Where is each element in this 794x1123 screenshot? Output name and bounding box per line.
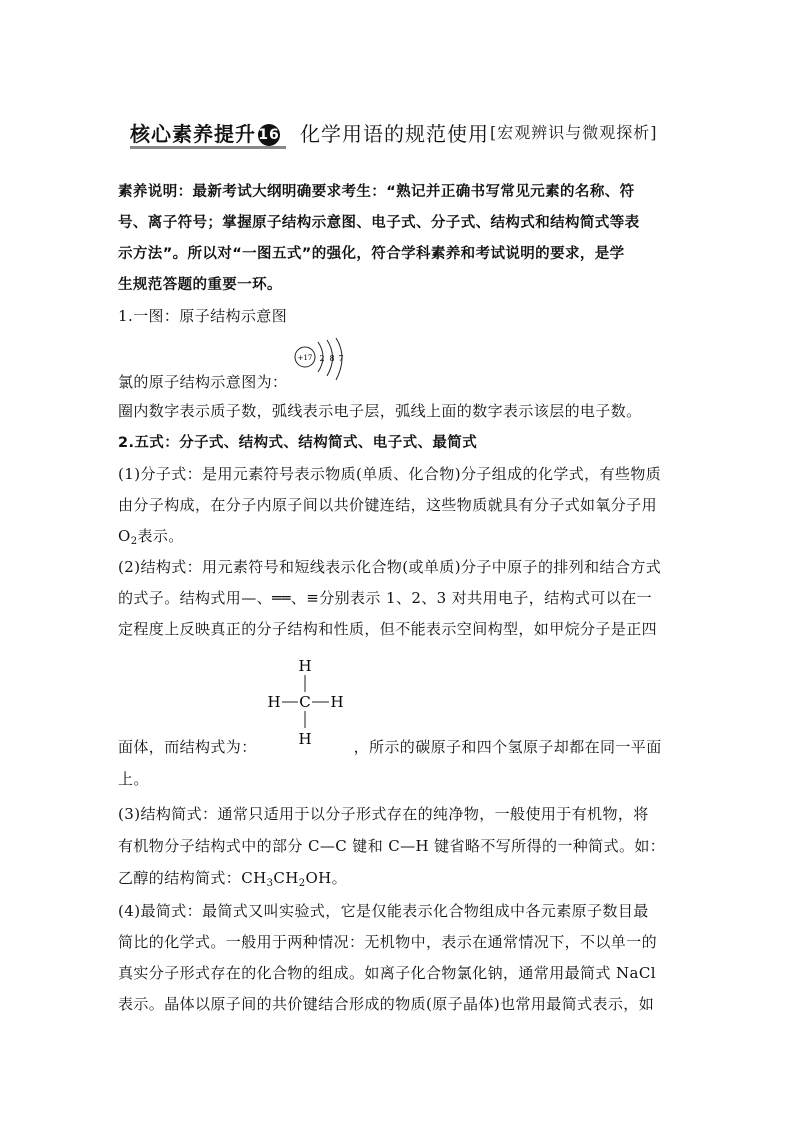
p2-line-3: 定程度上反映真正的分子结构和性质，但不能表示空间构型，如甲烷分子是正四 [118,620,658,638]
section1-heading [118,301,678,331]
p1-line-1: (1)分子式：是用元素符号表示物质(单质、化合物)分子组成的化学式，有些物质 [118,465,662,483]
ethanol-sub-2: 2 [298,878,306,889]
methane-h-left: H [267,693,281,711]
ethanol-part-c: OH。 [305,869,348,887]
p4-line-2: 简比的化学式。一般用于两种情况：无机物中，表示在通常情况下，不以单一的 [118,933,658,951]
ethanol-sub-1: 3 [266,878,274,889]
methane-h-bottom: H [298,730,312,746]
p4-line-3: 真实分子形式存在的化合物的组成。如离子化合物氯化钠，通常用最简式 NaCl [118,964,656,982]
intro-line-4: 生规范答题的重要一环。 [118,277,282,293]
title-tag: [宏观辨识与微观探析] [490,123,658,142]
p1-line-3-rest: 表示。 [137,527,184,545]
p3-line-3 [118,863,678,899]
oxygen-subscript: 2 [130,536,138,547]
title-underline [130,146,286,149]
p2-line-1: (2)结构式：用元素符号和短线表示化合物(或单质)分子中原子的排列和结合方式 [118,558,662,576]
section2-heading: 2.五式：分子式、结构式、结构简式、电子式、最简式 [118,435,478,451]
ethanol-part-a: 乙醇的结构简式：CH [118,869,267,887]
p3-line-2: 有机物分子结构式中的部分 C—C 键和 C—H 键省略不写所得的一种简式。如： [118,837,666,855]
p2-line-4-b: ，所示的碳原子和四个氢原子却都在同一平面 [353,738,662,756]
section-title [130,116,690,152]
section1-explain: 圈内数字表示质子数，弧线表示电子层，弧线上面的数字表示该层的电子数。 [118,402,642,420]
intro-line-1: 素养说明：最新考试大纲明确要求考生：“熟记并正确书写常见元素的名称、符 [118,184,635,200]
title-lead-text: 核心素养提升 [130,122,256,146]
p2-line-4 [118,732,678,762]
intro-line-2: 号、离子符号；掌握原子结构示意图、电子式、分子式、结构式和结构简式等表 [118,215,640,231]
p4-line-1: (4)最简式：最简式又叫实验式，它是仅能表示化合物组成中各元素原子数目最 [118,902,649,920]
shell-count-2: 8 [329,354,335,363]
chlorine-label: 氯的原子结构示意图为： [118,373,288,391]
title-main: 化学用语的规范使用 [300,122,489,146]
p2-line-2: 的式子。结构式用—、══、≡分别表示 1、2、3 对共用电子，结构式可以在一 [118,589,652,607]
p3-line-1: (3)结构简式：通常只适用于以分子形式存在的纯净物，一般使用于有机物，将 [118,805,649,823]
methane-c: C [299,693,311,711]
p1-line-2: 由分子构成，在分子内原子间以共价键连结，这些物质就具有分子式如氧分子用 [118,496,658,514]
methane-h-right: H [330,693,344,711]
shell-count-1: 2 [319,354,325,363]
ethanol-part-b: CH [273,869,299,887]
shell-count-3: 7 [338,354,344,363]
title-lead [130,118,280,147]
methane-h-top: H [298,657,312,675]
title-number-badge: 16 [258,124,280,146]
p2-line-5: 上。 [118,770,149,788]
nucleus-label: +17 [297,354,313,362]
p4-line-4: 表示。晶体以原子间的共价键结合形成的物质(原子晶体)也常用最简式表示，如 [118,995,655,1013]
oxygen-symbol: O [118,527,131,545]
intro-line-3: 示方法”。所以对“一图五式”的强化，符合学科素养和考试说明的要求，是学 [118,246,625,262]
section1-heading-text: 1.一图：原子结构示意图 [118,307,288,325]
p2-line-4-a: 面体，而结构式为： [118,738,257,756]
